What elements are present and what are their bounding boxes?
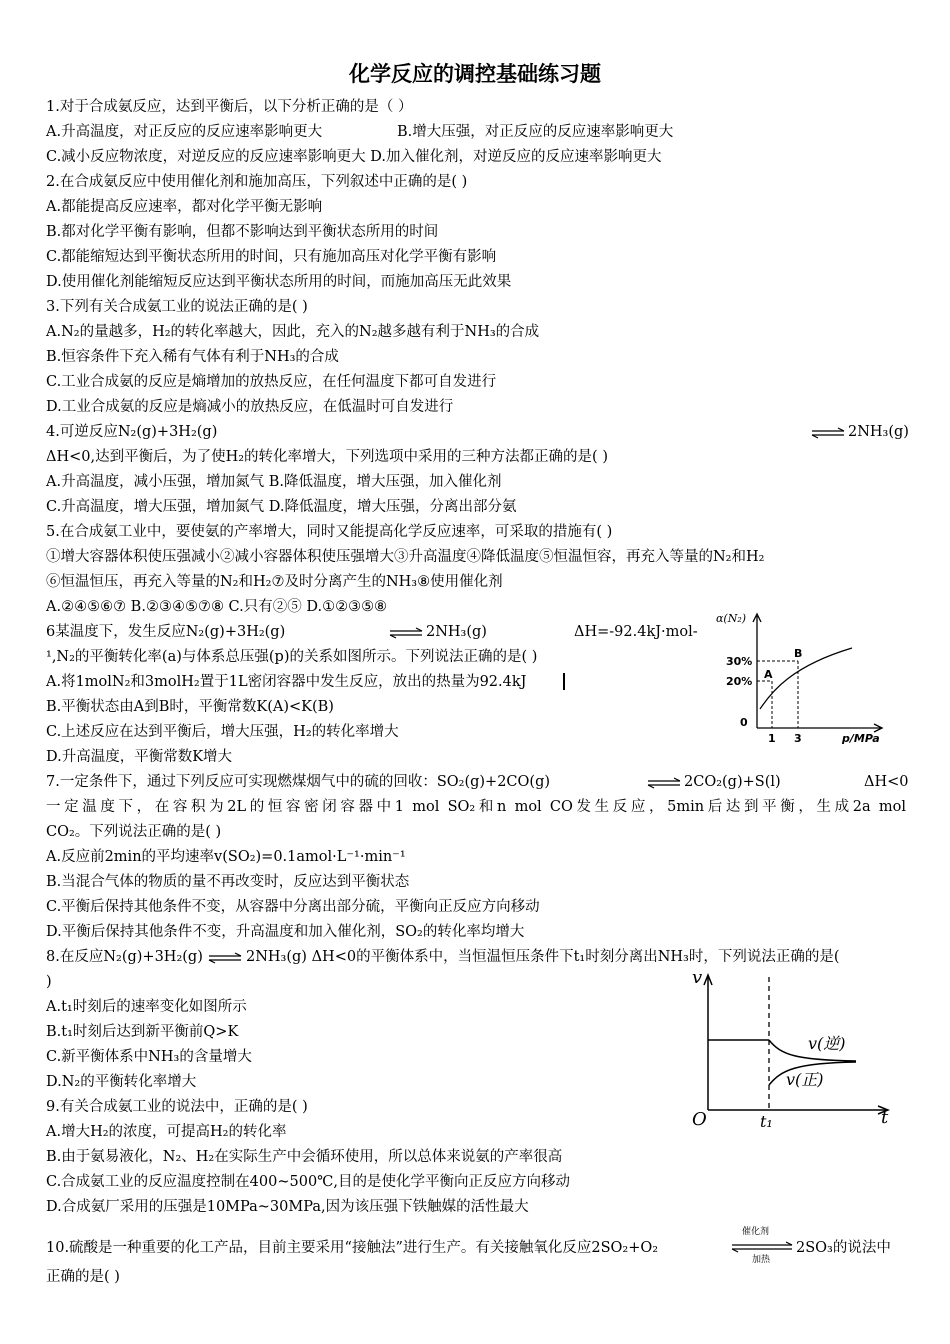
q8-option-d: D.N₂的平衡转化率增大 [46, 1074, 197, 1090]
q9-option-b: B.由于氨易液化，N₂、H₂在实际生产中会循环使用，所以总体来说氨的产率很高 [46, 1149, 563, 1165]
q8-option-c: C.新平衡体系中NH₃的含量增大 [46, 1049, 252, 1065]
q8-stem: 8.在反应N₂(g)+3H₂(g) [46, 949, 203, 965]
q3-option-b: B.恒容条件下充入稀有气体有利于NH₃的合成 [46, 349, 339, 365]
equilibrium-arrow-icon [207, 952, 243, 964]
q8-stem-end: ) [46, 974, 52, 990]
graph6-y-label: α(N₂) [716, 612, 747, 625]
q2-option-c: C.都能缩短达到平衡状态所用的时间，只有施加高压对化学平衡有影响 [46, 249, 497, 265]
q10-line2: 正确的是( ) [46, 1269, 120, 1285]
q7-line2: 一定温度下，在容积为2L的恒容密闭容器中1 mol SO₂和n mol CO发生反应，5min后达到平衡，生成2a mol [46, 799, 906, 815]
q6-graph [712, 606, 892, 746]
q9-option-c: C.合成氨工业的反应温度控制在400~500℃,目的是使化学平衡向正反应方向移动 [46, 1174, 571, 1190]
graph6-point-a: A [764, 668, 773, 681]
q8-option-b: B.t₁时刻后达到新平衡前Q>K [46, 1024, 239, 1040]
q6-option-d: D.升高温度，平衡常数K增大 [46, 749, 233, 765]
q10-condition-catalyst: 催化剂 [742, 1227, 770, 1237]
q8-stem-rest: 2NH₃(g) ΔH<0的平衡体系中，当恒温恒压条件下t₁时刻分离出NH₃时，下列说法正确的是( [246, 949, 840, 965]
graph6-tick-1: 1 [768, 732, 776, 745]
q2-option-d: D.使用催化剂能缩短反应达到平衡状态所用的时间，而施加高压无此效果 [46, 274, 512, 290]
graph8-y-label: v [692, 967, 703, 988]
equilibrium-arrow-icon [646, 777, 682, 789]
q5-line2: ①增大容器体积使压强减小②减小容器体积使压强增大③升高温度④降低温度⑤恒温恒容，再充入等量的N₂和H₂ [46, 549, 765, 565]
q1-option-cd: C.减小反应物浓度，对逆反应的反应速率影响更大 D.加入催化剂，对逆反应的反应速率影响更大 [46, 149, 662, 165]
q4-stem: 4.可逆反应N₂(g)+3H₂(g) [46, 424, 218, 440]
q2-option-a: A.都能提高反应速率，都对化学平衡无影响 [46, 199, 323, 215]
equilibrium-arrow-icon [730, 1241, 794, 1253]
q6-stem: 6某温度下，发生反应N₂(g)+3H₂(g) [46, 624, 286, 640]
q6-line2: ¹,N₂的平衡转化率(a)与体系总压强(p)的关系如图所示。下列说法正确的是( ) [46, 649, 538, 665]
graph8-origin: O [692, 1109, 707, 1130]
graph6-curve [760, 648, 852, 709]
graph8-x-label: t [881, 1107, 889, 1128]
equilibrium-arrow-icon [810, 427, 846, 439]
graph6-tick-20: 20% [726, 675, 753, 688]
q9-option-a: A.增大H₂的浓度，可提高H₂的转化率 [46, 1124, 287, 1140]
graph8-t1-label: t₁ [760, 1112, 773, 1130]
graph8-forward-label: v(正) [786, 1070, 824, 1089]
q7-option-b: B.当混合气体的物质的量不再改变时，反应达到平衡状态 [46, 874, 410, 890]
q5-stem: 5.在合成氨工业中，要使氨的产率增大，同时又能提高化学反应速率，可采取的措施有( ) [46, 524, 613, 540]
q3-stem: 3.下列有关合成氨工业的说法正确的是( ) [46, 299, 308, 315]
q8-option-a: A.t₁时刻后的速率变化如图所示 [46, 999, 247, 1015]
q6-stem-dh: ΔH=-92.4kJ·mol- [574, 624, 698, 640]
q6-option-a: A.将1molN₂和3molH₂置于1L密闭容器中发生反应，放出的热量为92.4kJ [46, 674, 527, 690]
q4-line2: ΔH<0,达到平衡后，为了使H₂的转化率增大，下列选项中采用的三种方法都正确的是( ) [46, 449, 608, 465]
text-cursor [563, 673, 565, 690]
q5-options: A.②④⑤⑥⑦ B.②③④⑤⑦⑧ C.只有②⑤ D.①②③⑤⑧ [46, 599, 388, 615]
q6-option-c: C.上述反应在达到平衡后，增大压强，H₂的转化率增大 [46, 724, 399, 740]
q3-option-c: C.工业合成氨的反应是熵增加的放热反应，在任何温度下都可自发进行 [46, 374, 497, 390]
q3-option-d: D.工业合成氨的反应是熵减小的放热反应，在低温时可自发进行 [46, 399, 454, 415]
graph6-tick-30: 30% [726, 655, 753, 668]
q6-option-b: B.平衡状态由A到B时，平衡常数K(A)<K(B) [46, 699, 334, 715]
q7-line3: CO₂。下列说法正确的是( ) [46, 824, 222, 840]
q4-stem-product: 2NH₃(g) [848, 424, 909, 440]
q8-graph [686, 965, 901, 1130]
q1-option-b: B.增大压强，对正反应的反应速率影响更大 [397, 124, 674, 140]
q7-option-a: A.反应前2min的平均速率v(SO₂)=0.1amol·L⁻¹·min⁻¹ [46, 849, 406, 865]
q10-stem-rest: 2SO₃的说法中 [796, 1240, 891, 1256]
q10-condition-heat: 加热 [752, 1255, 771, 1265]
q9-option-d: D.合成氨厂采用的压强是10MPa~30MPa,因为该压强下铁触媒的活性最大 [46, 1199, 529, 1215]
graph8-reverse-label: v(逆) [808, 1034, 846, 1053]
q5-line3: ⑥恒温恒压，再充入等量的N₂和H₂⑦及时分离产生的NH₃⑧使用催化剂 [46, 574, 503, 590]
q9-stem: 9.有关合成氨工业的说法中，正确的是( ) [46, 1099, 308, 1115]
graph6-origin: 0 [740, 716, 748, 729]
q7-stem: 7.一定条件下，通过下列反应可实现燃煤烟气中的硫的回收：SO₂(g)+2CO(g) [46, 774, 551, 790]
q7-stem-dh: ΔH<0 [864, 774, 909, 790]
q4-option-ab: A.升高温度，减小压强，增加氮气 B.降低温度，增大压强，加入催化剂 [46, 474, 502, 490]
q4-option-cd: C.升高温度，增大压强，增加氮气 D.降低温度，增大压强，分离出部分氨 [46, 499, 517, 515]
equilibrium-arrow-icon [388, 627, 424, 639]
q6-stem-product: 2NH₃(g) [426, 624, 487, 640]
page-title: 化学反应的调控基础练习题 [349, 62, 601, 86]
q7-stem-product: 2CO₂(g)+S(l) [684, 774, 781, 790]
q2-option-b: B.都对化学平衡有影响，但都不影响达到平衡状态所用的时间 [46, 224, 439, 240]
q1-stem: 1.对于合成氨反应，达到平衡后，以下分析正确的是（ ） [46, 99, 413, 115]
graph6-tick-3: 3 [794, 732, 802, 745]
q2-stem: 2.在合成氨反应中使用催化剂和施加高压，下列叙述中正确的是( ) [46, 174, 468, 190]
q1-option-a: A.升高温度，对正反应的反应速率影响更大 [46, 124, 323, 140]
q10-stem: 10.硫酸是一种重要的化工产品，目前主要采用“接触法”进行生产。有关接触氧化反应2SO₂+O₂ [46, 1240, 659, 1256]
q7-option-d: D.平衡后保持其他条件不变，升高温度和加入催化剂，SO₂的转化率均增大 [46, 924, 525, 940]
q7-option-c: C.平衡后保持其他条件不变，从容器中分离出部分硫，平衡向正反应方向移动 [46, 899, 540, 915]
graph6-x-label: p/MPa [842, 732, 880, 745]
q3-option-a: A.N₂的量越多，H₂的转化率越大，因此，充入的N₂越多越有利于NH₃的合成 [46, 324, 540, 340]
graph6-point-b: B [794, 647, 803, 660]
